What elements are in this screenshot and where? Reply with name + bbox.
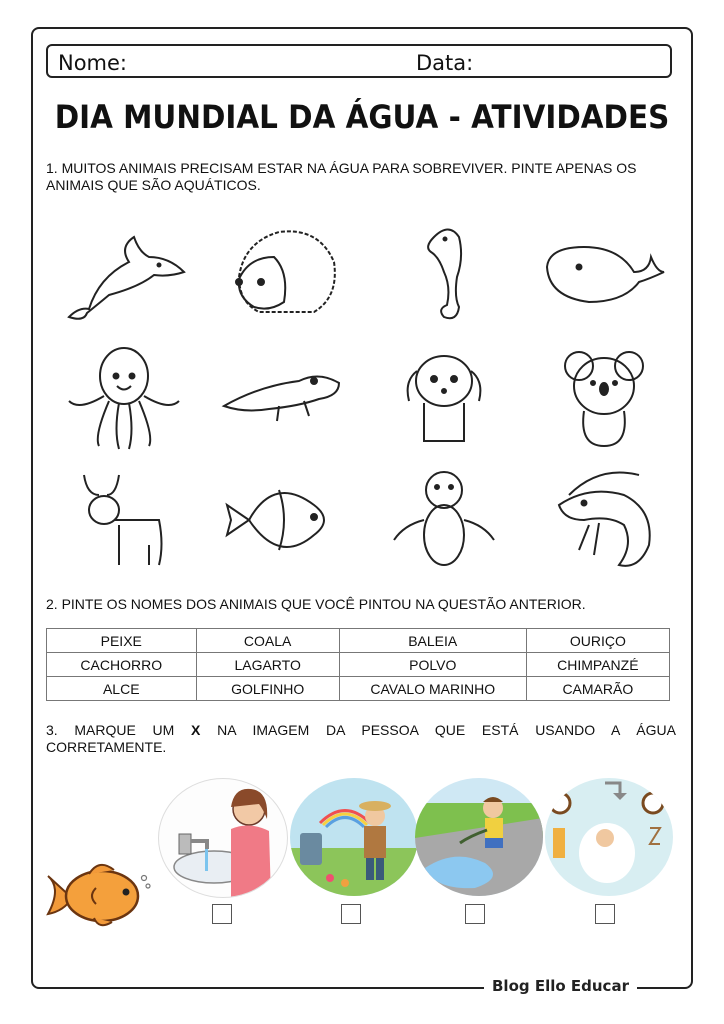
hedgehog-drawing[interactable] [204, 210, 364, 334]
water-usage-scenes [44, 778, 684, 928]
table-cell[interactable]: POLVO [339, 653, 526, 677]
scene-gardener-watering[interactable] [290, 778, 418, 896]
octopus-drawing[interactable] [44, 334, 204, 458]
scene-brushing-teeth[interactable] [158, 778, 288, 898]
name-date-box [46, 44, 672, 78]
shrimp-drawing[interactable] [524, 458, 684, 582]
koala-drawing[interactable] [524, 334, 684, 458]
table-cell[interactable]: PEIXE [47, 629, 197, 653]
table-cell[interactable]: ALCE [47, 677, 197, 701]
table-row [47, 629, 670, 653]
gorilla-drawing[interactable] [364, 458, 524, 582]
question-1-text: 1. MUITOS ANIMAIS PRECISAM ESTAR NA ÁGUA PARA SOBREVIVER. PINTE APENAS OS ANIMAIS QUE SÃO AQUÁTICOS. [46, 160, 637, 193]
table-cell[interactable]: OURIÇO [526, 629, 669, 653]
fish-drawing[interactable] [204, 458, 364, 582]
checkbox-scene-1[interactable] [212, 904, 232, 924]
table-cell[interactable]: COALA [196, 629, 339, 653]
scene-boy-hose-sidewalk[interactable] [415, 778, 543, 896]
table-cell[interactable]: CAVALO MARINHO [339, 677, 526, 701]
table-cell[interactable]: BALEIA [339, 629, 526, 653]
goldfish-icon [44, 856, 154, 931]
scene-long-shower[interactable] [545, 778, 673, 896]
name-label: Nome: [58, 51, 128, 75]
whale-drawing[interactable] [524, 210, 684, 334]
date-label: Data: [416, 51, 474, 75]
page-title: DIA MUNDIAL DA ÁGUA - ATIVIDADES [54, 98, 670, 136]
table-cell[interactable]: CACHORRO [47, 653, 197, 677]
checkbox-scene-2[interactable] [341, 904, 361, 924]
animal-grid [44, 210, 684, 582]
question-2-text: 2. PINTE OS NOMES DOS ANIMAIS QUE VOCÊ PINTOU NA QUESTÃO ANTERIOR. [46, 596, 586, 612]
table-cell[interactable]: GOLFINHO [196, 677, 339, 701]
table-cell[interactable]: CHIMPANZÉ [526, 653, 669, 677]
footer-brand: Blog Ello Educar [484, 977, 637, 995]
moose-drawing[interactable] [44, 458, 204, 582]
seahorse-drawing[interactable] [364, 210, 524, 334]
animal-names-table [46, 628, 670, 701]
table-row [47, 677, 670, 701]
checkbox-scene-4[interactable] [595, 904, 615, 924]
table-row [47, 653, 670, 677]
puppy-drawing[interactable] [364, 334, 524, 458]
table-cell[interactable]: LAGARTO [196, 653, 339, 677]
checkbox-scene-3[interactable] [465, 904, 485, 924]
alligator-drawing[interactable] [204, 334, 364, 458]
question-3-text: 3. MARQUE UM X NA IMAGEM DA PESSOA QUE ESTÁ USANDO A ÁGUA CORRETAMENTE. [46, 722, 676, 755]
table-cell[interactable]: CAMARÃO [526, 677, 669, 701]
dolphin-drawing[interactable] [44, 210, 204, 334]
